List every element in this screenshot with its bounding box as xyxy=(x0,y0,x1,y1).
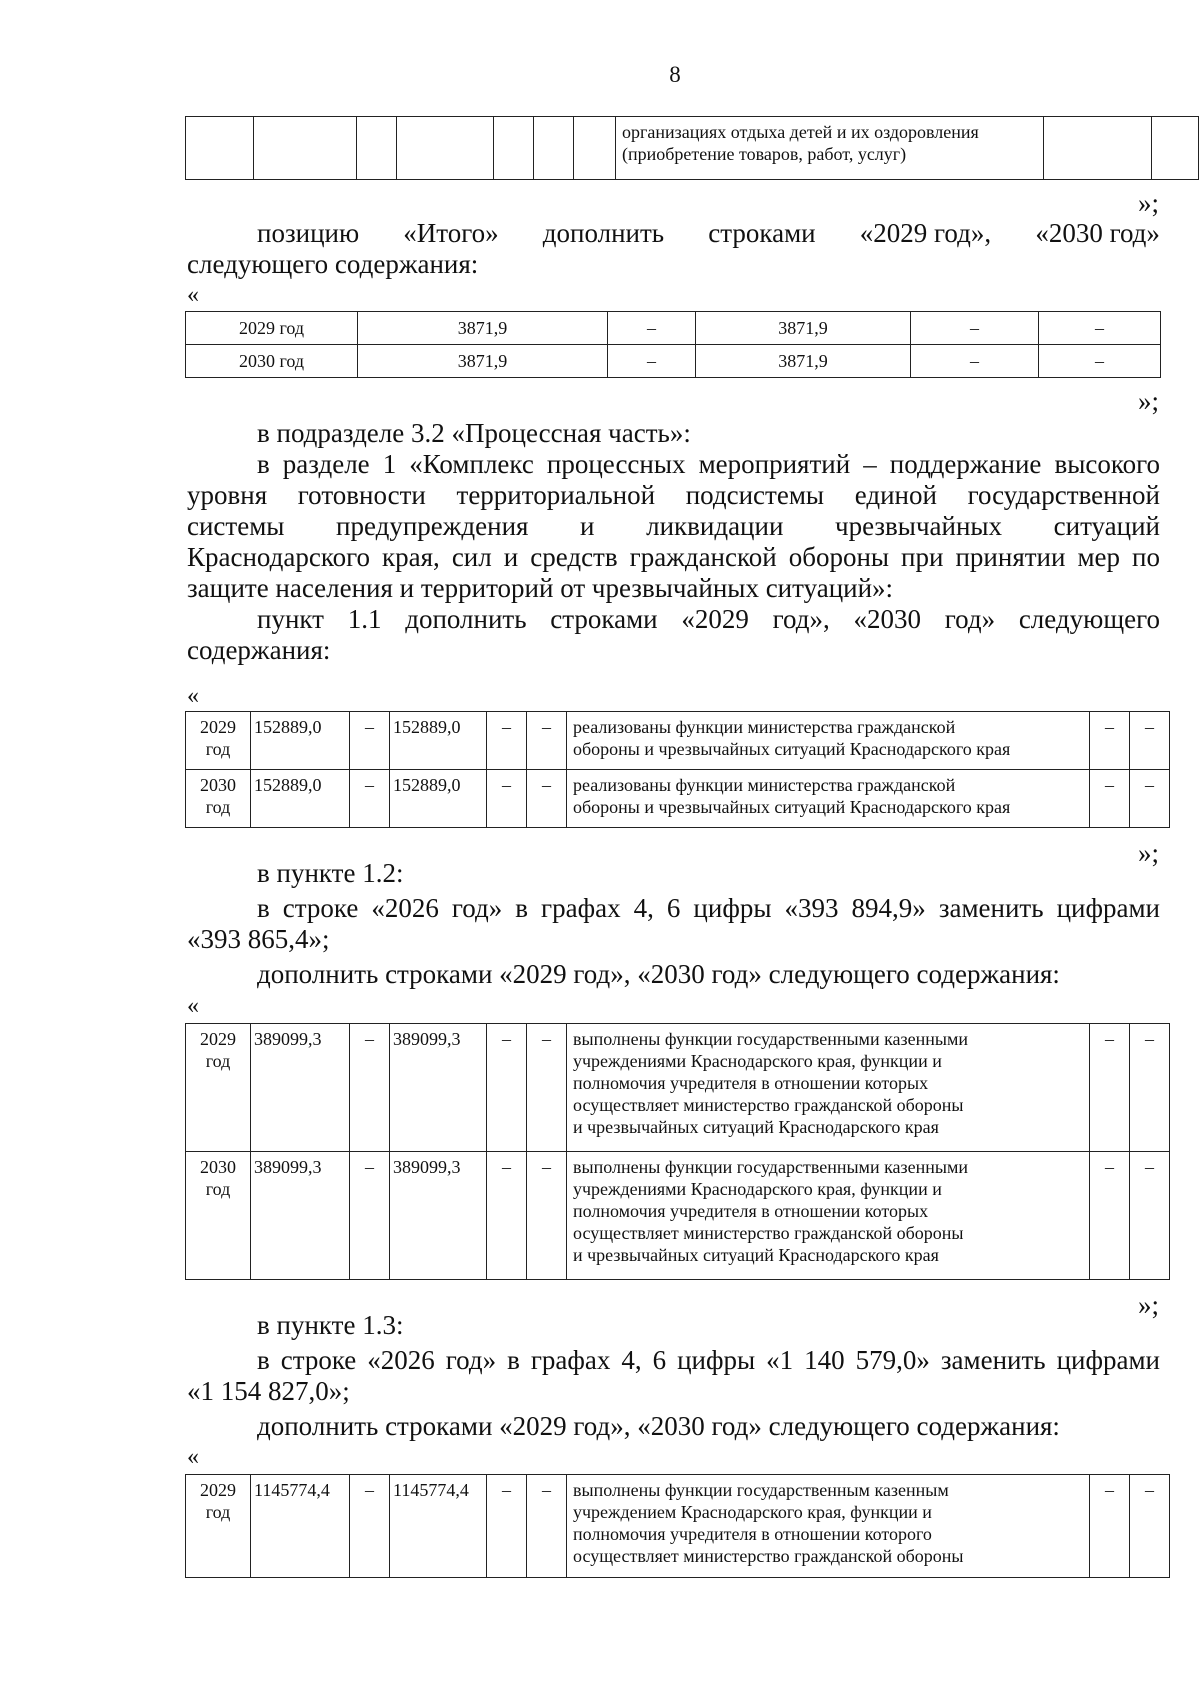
paragraph-line: следующего содержания: xyxy=(187,249,479,279)
table-row: 2030 год 389099,3 – 389099,3 – – выполнены функции государственными казенными учреждениями Краснодарского края, функции и полномочия учредителя в отношении которых осуществляет министерство гражданской обороны и чрезвычайных ситуаций Краснодарского края – – xyxy=(186,1152,1170,1280)
paragraph-section-3-2 xyxy=(187,418,1160,666)
table-row: 2029 год 152889,0 – 152889,0 – – реализованы функции министерства гражданской обороны и чрезвычайных ситуаций Краснодарского края – – xyxy=(186,712,1170,770)
table-row: 2029 год 1145774,4 – 1145774,4 – – выполнены функции государственным казенным учреждением Краснодарского края, функции и полномочия учредителя в отношении которого осуществляет министерство гражданской обороны – – xyxy=(186,1475,1170,1578)
paragraph-line: в пункте 1.2: xyxy=(257,858,404,888)
description-line: организациях отдыха детей и их оздоровления xyxy=(622,122,979,142)
totals-table xyxy=(185,311,1161,378)
item-1-1-table xyxy=(185,711,1170,828)
paragraph-line: в разделе 1 «Комплекс процессных мероприятий – поддержание высокого xyxy=(257,449,1160,479)
paragraph-line: в пункте 1.3: xyxy=(257,1310,404,1340)
description-cell xyxy=(616,117,1044,180)
item-1-2-table xyxy=(185,1023,1170,1280)
paragraph-line: «1 154 827,0»; xyxy=(187,1376,350,1406)
paragraph-line: уровня готовности территориальной подсистемы единой государственной xyxy=(187,480,1160,510)
paragraph-itogo xyxy=(187,218,1160,280)
paragraph-line: «393 865,4»; xyxy=(187,924,330,954)
paragraph-line: дополнить строками «2029 год», «2030 год» следующего содержания: xyxy=(257,1411,1060,1441)
item-1-3-table xyxy=(185,1474,1170,1578)
description-line: (приобретение товаров, работ, услуг) xyxy=(622,144,907,164)
paragraph-line: защите населения и территорий от чрезвычайных ситуаций»: xyxy=(187,573,894,603)
opening-quote: « xyxy=(187,683,199,709)
paragraph-line: содержания: xyxy=(187,635,331,665)
paragraph-line: Краснодарского края, сил и средств гражданской обороны при принятии мер по xyxy=(187,542,1160,572)
paragraph-line: в строке «2026 год» в графах 4, 6 цифры «393 894,9» заменить цифрами xyxy=(257,893,1160,923)
paragraph-line: пункт 1.1 дополнить строками «2029 год», «2030 год» следующего xyxy=(257,604,1160,634)
closing-quote: »; xyxy=(1138,1290,1160,1320)
closing-quote: »; xyxy=(1138,386,1160,416)
table-row: 2029 год 3871,9 – 3871,9 – – xyxy=(186,312,1161,345)
paragraph-line: системы предупреждения и ликвидации чрезвычайных ситуаций xyxy=(187,511,1160,541)
page-number: 8 xyxy=(669,62,681,87)
closing-quote: »; xyxy=(1138,188,1160,218)
table-row xyxy=(186,117,1199,180)
closing-quote: »; xyxy=(1138,838,1160,868)
opening-quote: « xyxy=(187,1444,199,1470)
paragraph-line: в подразделе 3.2 «Процессная часть»: xyxy=(257,418,691,448)
table-row: 2030 год 152889,0 – 152889,0 – – реализованы функции министерства гражданской обороны и чрезвычайных ситуаций Краснодарского края – – xyxy=(186,770,1170,828)
opening-quote: « xyxy=(187,993,199,1019)
paragraph-line: дополнить строками «2029 год», «2030 год» следующего содержания: xyxy=(257,959,1060,989)
table-row: 2029 год 389099,3 – 389099,3 – – выполнены функции государственными казенными учреждениями Краснодарского края, функции и полномочия учредителя в отношении которых осуществляет министерство гражданской обороны и чрезвычайных ситуаций Краснодарского края – – xyxy=(186,1024,1170,1152)
table-row: 2030 год 3871,9 – 3871,9 – – xyxy=(186,345,1161,378)
paragraph-line: в строке «2026 год» в графах 4, 6 цифры «1 140 579,0» заменить цифрами xyxy=(257,1345,1160,1375)
paragraph-item-1-3 xyxy=(187,1310,1160,1442)
paragraph-line: позицию «Итого» дополнить строками «2029 год», «2030 год» xyxy=(257,218,1160,248)
continuation-table xyxy=(185,116,1199,180)
paragraph-item-1-2 xyxy=(187,858,1160,990)
opening-quote: « xyxy=(187,282,199,308)
